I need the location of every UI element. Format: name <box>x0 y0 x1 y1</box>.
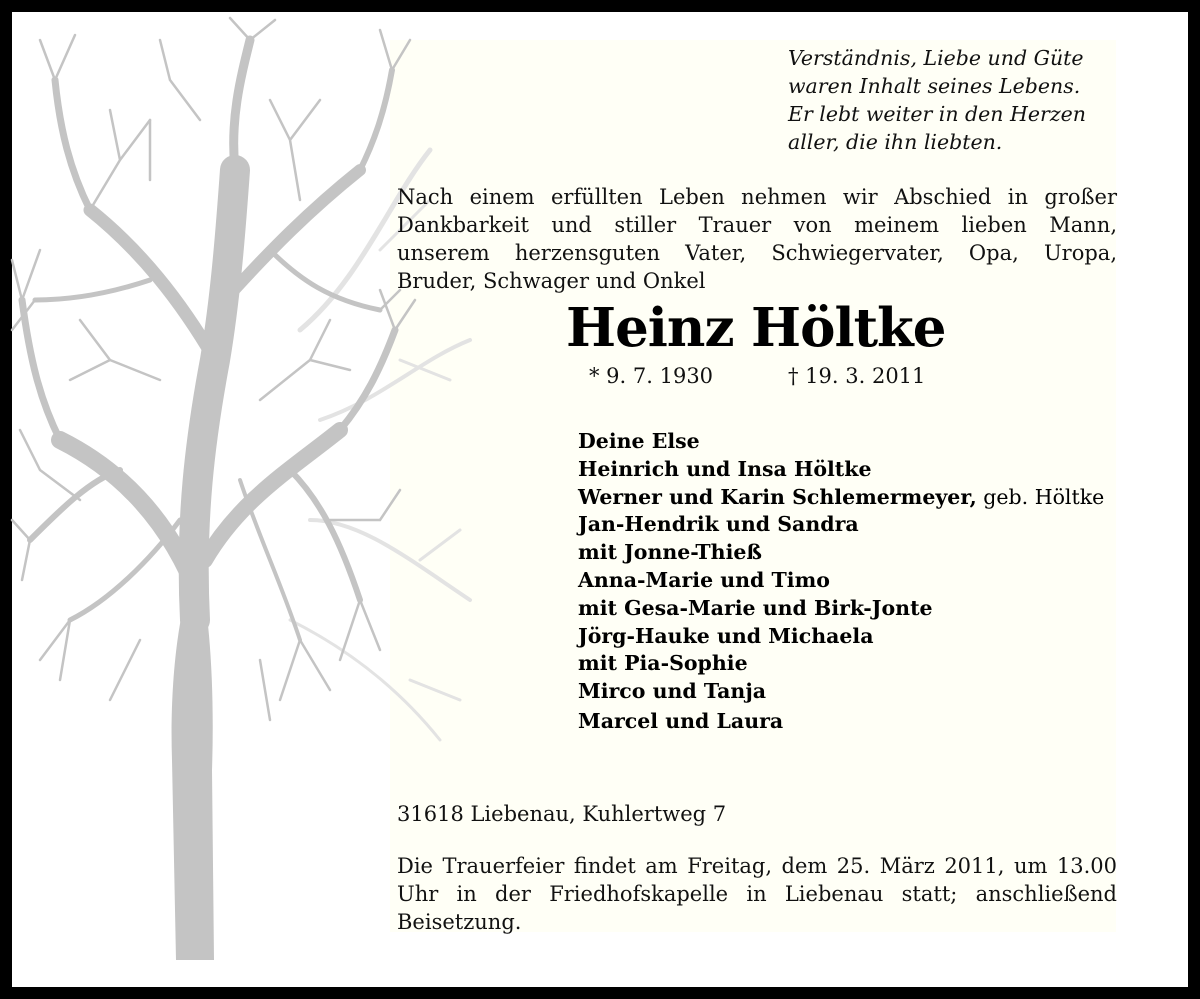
family-list <box>578 428 1138 736</box>
quote-line: aller, die ihn liebten. <box>788 130 1003 154</box>
family-member: Jan-Hendrik und Sandra <box>578 512 859 537</box>
family-member: Heinrich und Insa Höltke <box>578 456 872 481</box>
family-member: mit Pia-Sophie <box>578 651 748 676</box>
service-line: Beisetzung. <box>397 910 522 934</box>
intro-line: Bruder, Schwager und Onkel <box>397 269 706 293</box>
intro-line: Dankbarkeit und stiller Trauer von meinem lieben Mann, <box>397 213 1117 237</box>
family-member: Werner und Karin Schlemermeyer, geb. Höltke <box>578 484 1105 509</box>
quote-line: Verständnis, Liebe und Güte <box>788 46 1084 70</box>
intro-text <box>397 183 1117 295</box>
service-info <box>397 852 1117 936</box>
death-date: † 19. 3. 2011 <box>788 364 926 388</box>
intro-line: Nach einem erfüllten Leben nehmen wir Abschied in großer <box>397 185 1117 209</box>
address: 31618 Liebenau, Kuhlertweg 7 <box>397 802 727 826</box>
family-member: Marcel und Laura <box>578 708 784 733</box>
family-member: mit Jonne-Thieß <box>578 540 762 565</box>
family-member: Anna-Marie und Timo <box>578 567 830 592</box>
family-member: Mirco und Tanja <box>578 679 767 704</box>
quote-line: Er lebt weiter in den Herzen <box>788 102 1086 126</box>
birth-date: * 9. 7. 1930 <box>589 364 714 388</box>
quote-line: waren Inhalt seines Lebens. <box>788 74 1081 98</box>
quote <box>788 44 1128 156</box>
family-member: Jörg-Hauke und Michaela <box>578 623 874 648</box>
family-member: Deine Else <box>578 429 700 453</box>
family-member: mit Gesa-Marie und Birk-Jonte <box>578 595 933 620</box>
service-line: Uhr in der Friedhofskapelle in Liebenau statt; anschließend <box>397 882 1117 906</box>
intro-line: unserem herzensguten Vater, Schwiegervater, Opa, Uropa, <box>397 241 1117 265</box>
service-line: Die Trauerfeier findet am Freitag, dem 25. März 2011, um 13.00 <box>397 854 1117 878</box>
deceased-name: Heinz Höltke <box>566 297 946 359</box>
